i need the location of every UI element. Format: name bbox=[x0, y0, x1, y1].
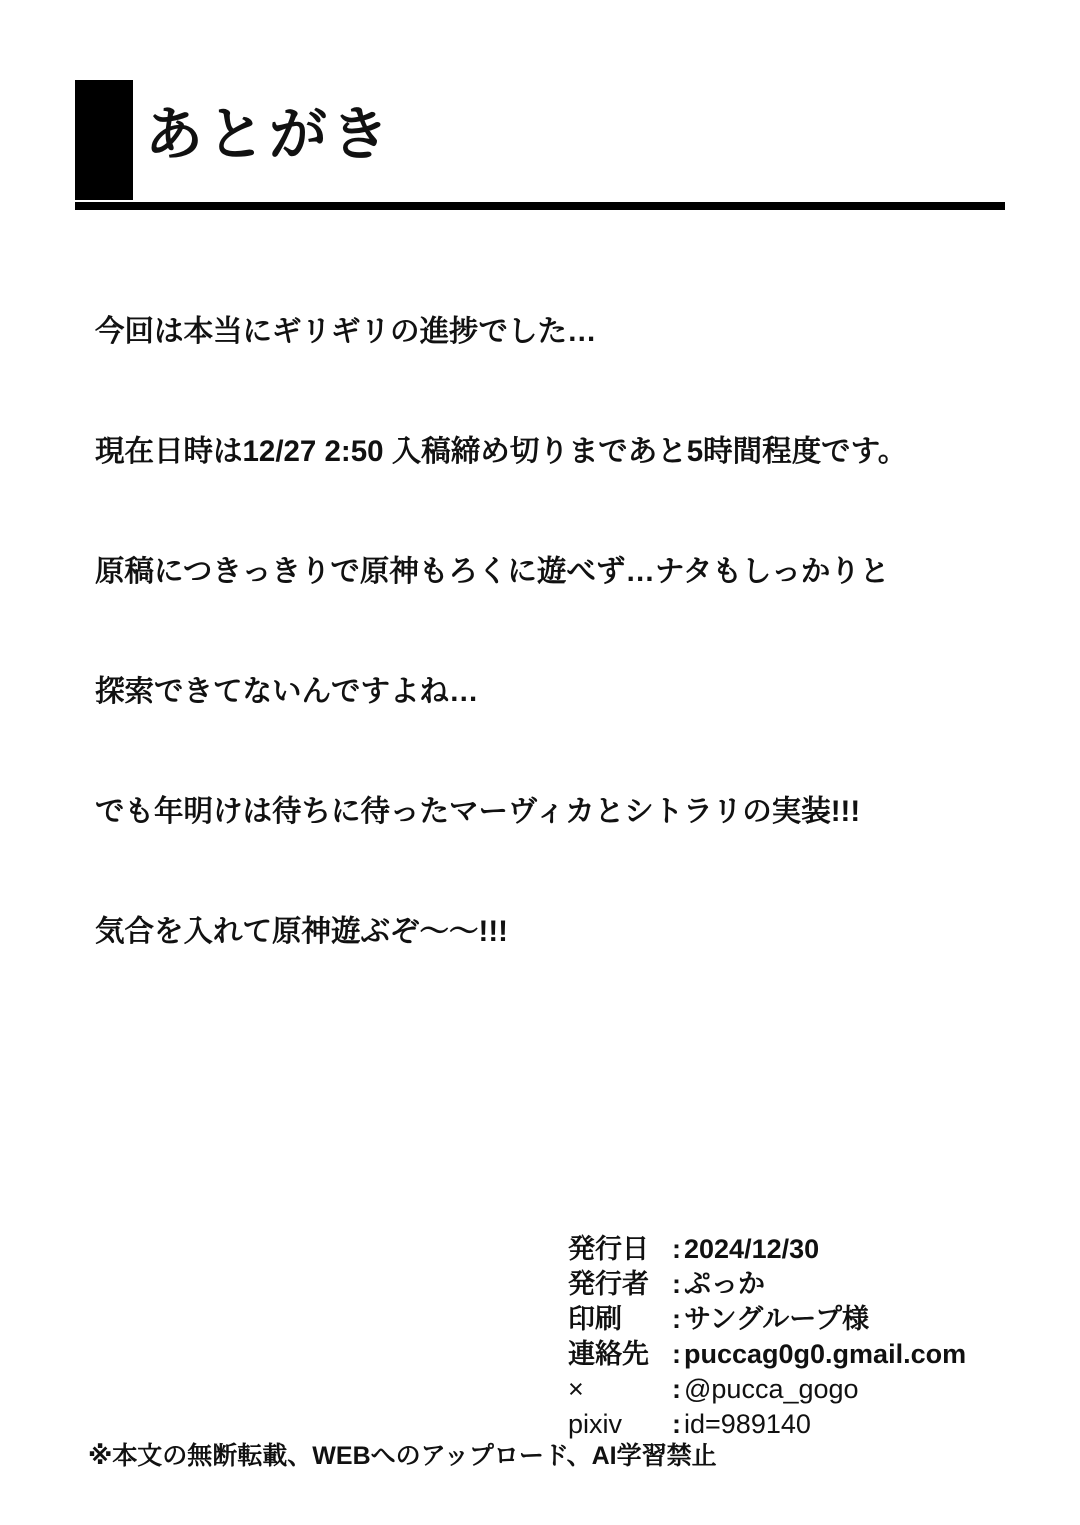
title-divider bbox=[75, 202, 1005, 210]
colophon-label: 連絡先 bbox=[568, 1339, 649, 1369]
colophon-row bbox=[568, 1267, 1008, 1302]
afterword-line: 気合を入れて原神遊ぶぞ〜〜!!! bbox=[95, 915, 508, 948]
colophon-separator: : bbox=[672, 1339, 681, 1369]
afterword-line: でも年明けは待ちに待ったマーヴィカとシトラリの実装!!! bbox=[95, 795, 861, 828]
colophon-row bbox=[568, 1302, 1008, 1337]
colophon-label: 発行者 bbox=[568, 1269, 649, 1299]
colophon-label: 発行日 bbox=[568, 1234, 649, 1264]
colophon-separator: : bbox=[672, 1269, 681, 1299]
colophon-separator: : bbox=[672, 1234, 681, 1264]
colophon-separator: : bbox=[672, 1304, 681, 1334]
afterword-line: 現在日時は12/27 2:50 入稿締め切りまであと5時間程度です。 bbox=[95, 435, 908, 468]
usage-notice: ※本文の無断転載、WEBへのアップロード、AI学習禁止 bbox=[88, 1442, 717, 1470]
colophon-value: id=989140 bbox=[684, 1409, 811, 1439]
colophon-row bbox=[568, 1407, 1008, 1442]
afterword-line: 原稿につきっきりで原神もろくに遊べず…ナタもしっかりと bbox=[95, 555, 890, 588]
colophon-label: 印刷 bbox=[568, 1304, 622, 1334]
colophon-row bbox=[568, 1337, 1008, 1372]
colophon-label: pixiv bbox=[568, 1409, 623, 1439]
page-title: あとがき bbox=[145, 102, 394, 167]
colophon-value: サングループ様 bbox=[684, 1304, 869, 1334]
afterword-body bbox=[95, 232, 975, 1032]
colophon-value: ぷっか bbox=[684, 1269, 765, 1299]
colophon-row bbox=[568, 1372, 1008, 1407]
colophon bbox=[568, 1232, 1008, 1442]
colophon-value: 2024/12/30 bbox=[684, 1234, 820, 1264]
colophon-separator: : bbox=[672, 1409, 681, 1439]
afterword-line: 今回は本当にギリギリの進捗でした… bbox=[95, 315, 597, 348]
afterword-line: 探索できてないんですよね… bbox=[95, 675, 479, 708]
title-accent-block bbox=[75, 80, 133, 200]
title-block bbox=[75, 80, 1005, 210]
colophon-value: puccag0g0.gmail.com bbox=[684, 1339, 967, 1369]
colophon-separator: : bbox=[672, 1374, 681, 1404]
colophon-value: @pucca_gogo bbox=[684, 1374, 859, 1404]
colophon-label: × bbox=[568, 1374, 584, 1404]
colophon-row bbox=[568, 1232, 1008, 1267]
